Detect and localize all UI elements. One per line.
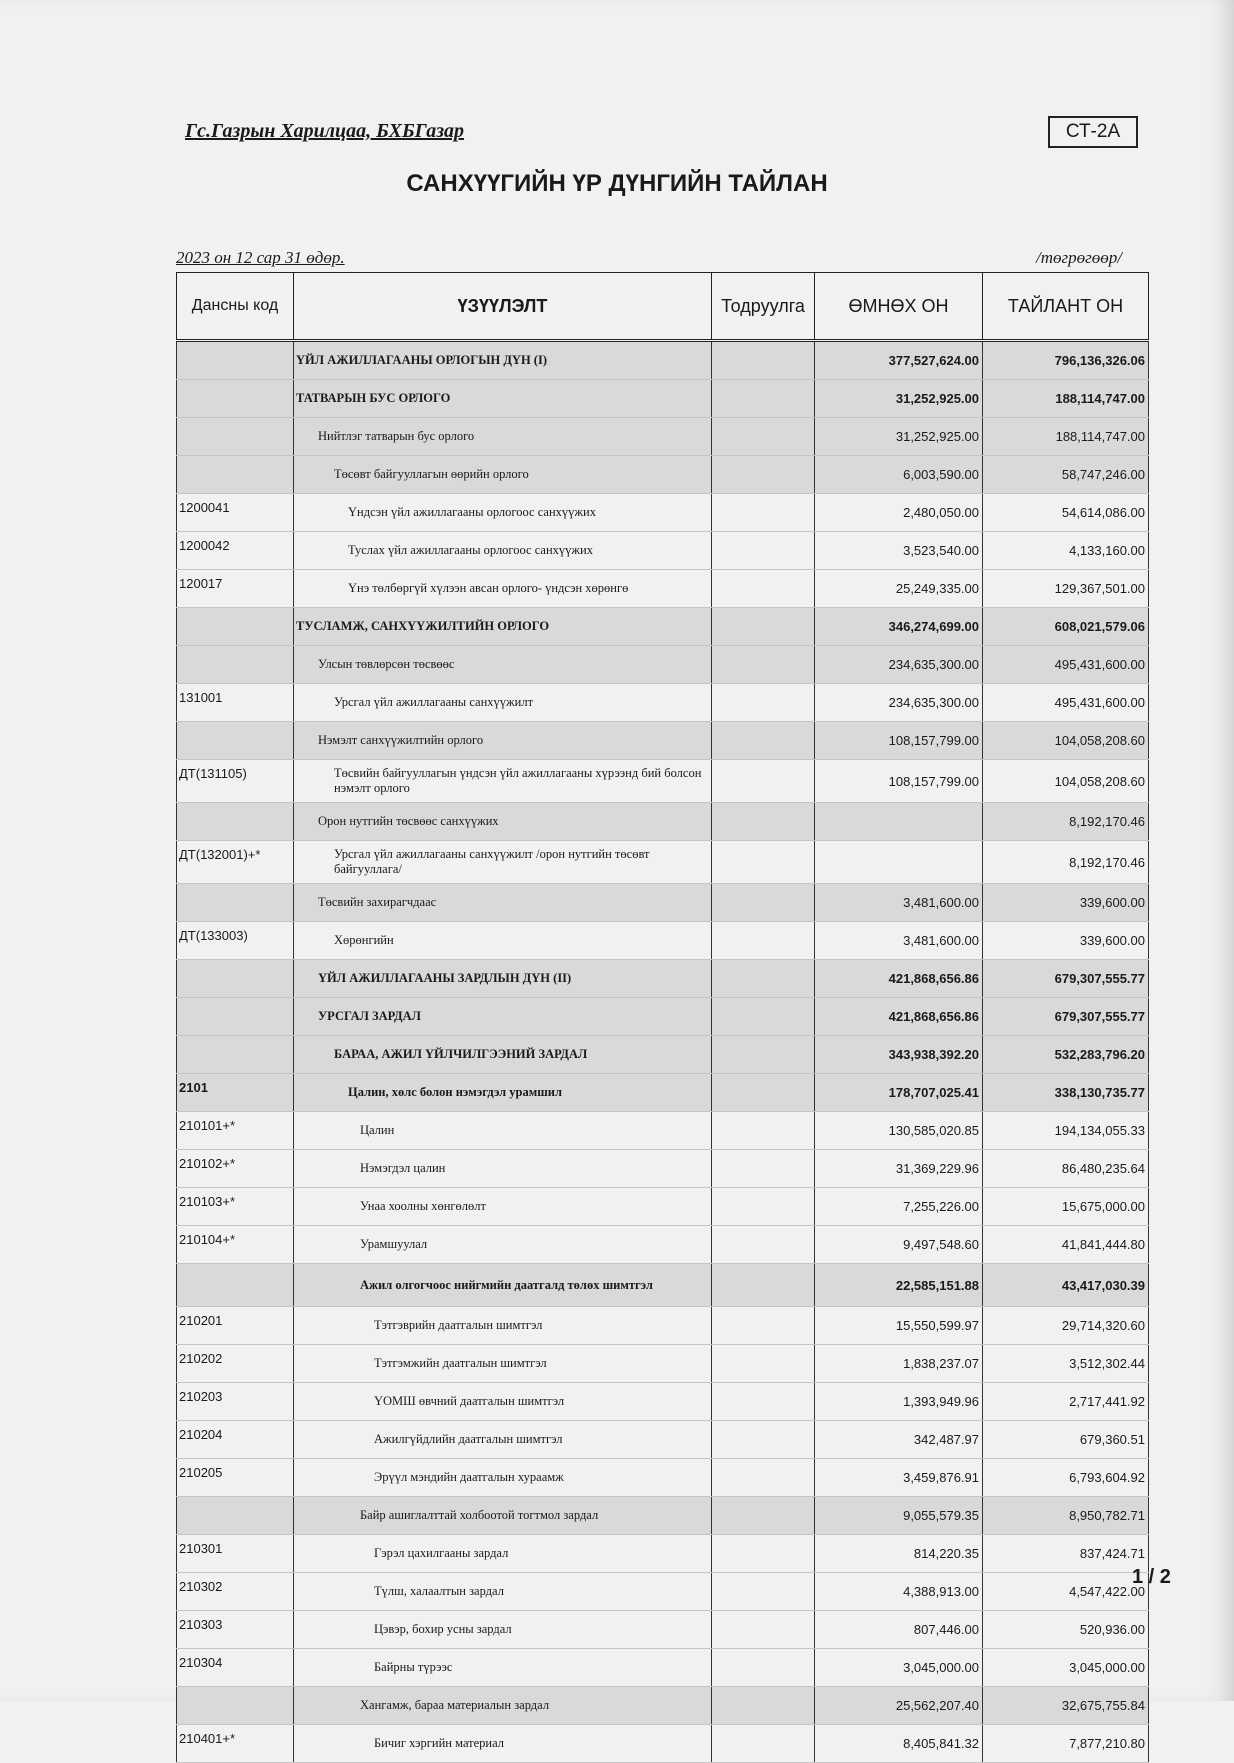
table-row bbox=[177, 1497, 1149, 1535]
current-year-cell: 32,675,755.84 bbox=[983, 1687, 1149, 1725]
current-year-cell: 2,717,441.92 bbox=[983, 1383, 1149, 1421]
current-year-cell: 58,747,246.00 bbox=[983, 456, 1149, 494]
table-row bbox=[177, 922, 1149, 960]
current-year-cell: 188,114,747.00 bbox=[983, 418, 1149, 456]
table-row bbox=[177, 1573, 1149, 1611]
account-code-cell: 210303 bbox=[177, 1611, 294, 1649]
account-code-cell bbox=[177, 418, 294, 456]
table-row bbox=[177, 1112, 1149, 1150]
account-code-cell bbox=[177, 1687, 294, 1725]
table-row bbox=[177, 722, 1149, 760]
indicator-cell: Орон нутгийн төсвөөс санхүүжих bbox=[294, 803, 712, 841]
table-row bbox=[177, 998, 1149, 1036]
indicator-cell: Цалин, хөлс болон нэмэгдэл урамшил bbox=[294, 1074, 712, 1112]
current-year-cell: 86,480,235.64 bbox=[983, 1150, 1149, 1188]
current-year-cell: 7,877,210.80 bbox=[983, 1725, 1149, 1763]
account-code-cell bbox=[177, 646, 294, 684]
table-row bbox=[177, 803, 1149, 841]
current-year-cell: 41,841,444.80 bbox=[983, 1226, 1149, 1264]
previous-year-cell: 9,055,579.35 bbox=[815, 1497, 983, 1535]
previous-year-cell: 7,255,226.00 bbox=[815, 1188, 983, 1226]
indicator-cell: Үнэ төлбөргүй хүлээн авсан орлого- үндсэн хөрөнгө bbox=[294, 570, 712, 608]
current-year-cell: 532,283,796.20 bbox=[983, 1036, 1149, 1074]
indicator-cell: Төсвийн захирагчдаас bbox=[294, 884, 712, 922]
account-code-cell bbox=[177, 960, 294, 998]
previous-year-cell: 3,481,600.00 bbox=[815, 922, 983, 960]
current-year-cell: 796,136,326.06 bbox=[983, 341, 1149, 380]
current-year-cell: 8,950,782.71 bbox=[983, 1497, 1149, 1535]
account-code-cell bbox=[177, 1264, 294, 1307]
current-year-cell: 679,307,555.77 bbox=[983, 998, 1149, 1036]
note-cell bbox=[712, 1573, 815, 1611]
previous-year-cell: 807,446.00 bbox=[815, 1611, 983, 1649]
account-code-cell bbox=[177, 1036, 294, 1074]
previous-year-cell: 234,635,300.00 bbox=[815, 646, 983, 684]
current-year-cell: 679,360.51 bbox=[983, 1421, 1149, 1459]
previous-year-cell: 346,274,699.00 bbox=[815, 608, 983, 646]
table-row bbox=[177, 1535, 1149, 1573]
note-cell bbox=[712, 1112, 815, 1150]
note-cell bbox=[712, 570, 815, 608]
current-year-cell: 43,417,030.39 bbox=[983, 1264, 1149, 1307]
previous-year-cell: 15,550,599.97 bbox=[815, 1307, 983, 1345]
indicator-cell: Цэвэр, бохир усны зардал bbox=[294, 1611, 712, 1649]
note-cell bbox=[712, 418, 815, 456]
previous-year-cell: 22,585,151.88 bbox=[815, 1264, 983, 1307]
table-row bbox=[177, 684, 1149, 722]
table-row bbox=[177, 1421, 1149, 1459]
header-account-code: Дансны код bbox=[177, 273, 294, 341]
indicator-cell: Туслах үйл ажиллагааны орлогоос санхүүжих bbox=[294, 532, 712, 570]
account-code-cell: 120017 bbox=[177, 570, 294, 608]
table-row bbox=[177, 760, 1149, 803]
account-code-cell: 210104+* bbox=[177, 1226, 294, 1264]
note-cell bbox=[712, 1345, 815, 1383]
table-row bbox=[177, 1150, 1149, 1188]
header-previous-year: ӨМНӨХ ОН bbox=[815, 273, 983, 341]
account-code-cell: 210202 bbox=[177, 1345, 294, 1383]
indicator-cell: ҮОМШ өвчний даатгалын шимтгэл bbox=[294, 1383, 712, 1421]
note-cell bbox=[712, 1611, 815, 1649]
previous-year-cell: 1,838,237.07 bbox=[815, 1345, 983, 1383]
previous-year-cell bbox=[815, 841, 983, 884]
current-year-cell: 4,547,422.00 bbox=[983, 1573, 1149, 1611]
indicator-cell: Урамшуулал bbox=[294, 1226, 712, 1264]
current-year-cell: 6,793,604.92 bbox=[983, 1459, 1149, 1497]
account-code-cell bbox=[177, 884, 294, 922]
previous-year-cell: 130,585,020.85 bbox=[815, 1112, 983, 1150]
previous-year-cell: 3,045,000.00 bbox=[815, 1649, 983, 1687]
account-code-cell: ДТ(132001)+* bbox=[177, 841, 294, 884]
current-year-cell: 3,045,000.00 bbox=[983, 1649, 1149, 1687]
table-row bbox=[177, 1074, 1149, 1112]
note-cell bbox=[712, 1307, 815, 1345]
organization-name: Гс.Газрын Харилцаа, БХБГазар bbox=[185, 120, 465, 142]
note-cell bbox=[712, 1459, 815, 1497]
report-title: САНХҮҮГИЙН ҮР ДҮНГИЙН ТАЙЛАН bbox=[406, 170, 828, 197]
note-cell bbox=[712, 1383, 815, 1421]
table-row bbox=[177, 1459, 1149, 1497]
indicator-cell: Унаа хоолны хөнгөлөлт bbox=[294, 1188, 712, 1226]
current-year-cell: 339,600.00 bbox=[983, 922, 1149, 960]
note-cell bbox=[712, 884, 815, 922]
indicator-cell: Урсгал үйл ажиллагааны санхүүжилт /орон нутгийн төсөвт байгууллага/ bbox=[294, 841, 712, 884]
note-cell bbox=[712, 1497, 815, 1535]
previous-year-cell: 108,157,799.00 bbox=[815, 760, 983, 803]
table-row bbox=[177, 1226, 1149, 1264]
note-cell bbox=[712, 646, 815, 684]
table-row bbox=[177, 1188, 1149, 1226]
indicator-cell: Цалин bbox=[294, 1112, 712, 1150]
previous-year-cell: 3,523,540.00 bbox=[815, 532, 983, 570]
account-code-cell bbox=[177, 380, 294, 418]
previous-year-cell: 814,220.35 bbox=[815, 1535, 983, 1573]
note-cell bbox=[712, 1226, 815, 1264]
indicator-cell: Тэтгэмжийн даатгалын шимтгэл bbox=[294, 1345, 712, 1383]
indicator-cell: ТУСЛАМЖ, САНХҮҮЖИЛТИЙН ОРЛОГО bbox=[294, 608, 712, 646]
current-year-cell: 495,431,600.00 bbox=[983, 684, 1149, 722]
account-code-cell: 210302 bbox=[177, 1573, 294, 1611]
note-cell bbox=[712, 1421, 815, 1459]
table-row bbox=[177, 456, 1149, 494]
previous-year-cell: 8,405,841.32 bbox=[815, 1725, 983, 1763]
table-row bbox=[177, 646, 1149, 684]
current-year-cell: 679,307,555.77 bbox=[983, 960, 1149, 998]
previous-year-cell: 2,480,050.00 bbox=[815, 494, 983, 532]
table-header-row bbox=[177, 273, 1149, 341]
indicator-cell: Түлш, халаалтын зардал bbox=[294, 1573, 712, 1611]
indicator-cell: Ажил олгогчоос нийгмийн даатгалд төлөх шимтгэл bbox=[294, 1264, 712, 1307]
account-code-cell bbox=[177, 998, 294, 1036]
previous-year-cell: 25,562,207.40 bbox=[815, 1687, 983, 1725]
indicator-cell: Хангамж, бараа материалын зардал bbox=[294, 1687, 712, 1725]
indicator-cell: Төсөвт байгууллагын өөрийн орлого bbox=[294, 456, 712, 494]
indicator-cell: ТАТВАРЫН БУС ОРЛОГО bbox=[294, 380, 712, 418]
note-cell bbox=[712, 1687, 815, 1725]
current-year-cell: 837,424.71 bbox=[983, 1535, 1149, 1573]
current-year-cell: 54,614,086.00 bbox=[983, 494, 1149, 532]
note-cell bbox=[712, 456, 815, 494]
note-cell bbox=[712, 532, 815, 570]
previous-year-cell bbox=[815, 803, 983, 841]
account-code-cell: 210102+* bbox=[177, 1150, 294, 1188]
indicator-cell: Хөрөнгийн bbox=[294, 922, 712, 960]
currency-unit: /төгрөгөөр/ bbox=[1036, 248, 1122, 267]
table-row bbox=[177, 1725, 1149, 1763]
account-code-cell: 210401+* bbox=[177, 1725, 294, 1763]
indicator-cell: БАРАА, АЖИЛ ҮЙЛЧИЛГЭЭНИЙ ЗАРДАЛ bbox=[294, 1036, 712, 1074]
table-row bbox=[177, 1383, 1149, 1421]
previous-year-cell: 3,459,876.91 bbox=[815, 1459, 983, 1497]
account-code-cell bbox=[177, 803, 294, 841]
account-code-cell: 2101 bbox=[177, 1074, 294, 1112]
indicator-cell: Төсвийн байгууллагын үндсэн үйл ажиллагааны хүрээнд бий болсон нэмэлт орлого bbox=[294, 760, 712, 803]
current-year-cell: 104,058,208.60 bbox=[983, 760, 1149, 803]
note-cell bbox=[712, 1264, 815, 1307]
note-cell bbox=[712, 841, 815, 884]
table-row bbox=[177, 418, 1149, 456]
note-cell bbox=[712, 380, 815, 418]
previous-year-cell: 6,003,590.00 bbox=[815, 456, 983, 494]
note-cell bbox=[712, 608, 815, 646]
indicator-cell: Байр ашиглалттай холбоотой тогтмол зардал bbox=[294, 1497, 712, 1535]
note-cell bbox=[712, 1535, 815, 1573]
current-year-cell: 608,021,579.06 bbox=[983, 608, 1149, 646]
current-year-cell: 339,600.00 bbox=[983, 884, 1149, 922]
account-code-cell bbox=[177, 1497, 294, 1535]
previous-year-cell: 31,369,229.96 bbox=[815, 1150, 983, 1188]
indicator-cell: Бичиг хэргийн материал bbox=[294, 1725, 712, 1763]
account-code-cell: 210304 bbox=[177, 1649, 294, 1687]
financial-results-table bbox=[176, 272, 1148, 1763]
account-code-cell: 210203 bbox=[177, 1383, 294, 1421]
current-year-cell: 8,192,170.46 bbox=[983, 841, 1149, 884]
indicator-cell: Нэмэгдэл цалин bbox=[294, 1150, 712, 1188]
previous-year-cell: 377,527,624.00 bbox=[815, 341, 983, 380]
indicator-cell: Үндсэн үйл ажиллагааны орлогоос санхүүжих bbox=[294, 494, 712, 532]
form-code-box: СТ-2А bbox=[1048, 116, 1138, 148]
table-row bbox=[177, 1264, 1149, 1307]
current-year-cell: 495,431,600.00 bbox=[983, 646, 1149, 684]
table-row bbox=[177, 570, 1149, 608]
account-code-cell bbox=[177, 456, 294, 494]
previous-year-cell: 342,487.97 bbox=[815, 1421, 983, 1459]
note-cell bbox=[712, 1036, 815, 1074]
account-code-cell bbox=[177, 608, 294, 646]
note-cell bbox=[712, 722, 815, 760]
account-code-cell: 1200042 bbox=[177, 532, 294, 570]
account-code-cell: 1200041 bbox=[177, 494, 294, 532]
current-year-cell: 29,714,320.60 bbox=[983, 1307, 1149, 1345]
account-code-cell: 210301 bbox=[177, 1535, 294, 1573]
previous-year-cell: 421,868,656.86 bbox=[815, 960, 983, 998]
header-current-year: ТАЙЛАНТ ОН bbox=[983, 273, 1149, 341]
indicator-cell: Гэрэл цахилгааны зардал bbox=[294, 1535, 712, 1573]
table-row bbox=[177, 1687, 1149, 1725]
note-cell bbox=[712, 760, 815, 803]
note-cell bbox=[712, 341, 815, 380]
table-row bbox=[177, 960, 1149, 998]
note-cell bbox=[712, 998, 815, 1036]
table-row bbox=[177, 608, 1149, 646]
indicator-cell: Улсын төвлөрсөн төсвөөс bbox=[294, 646, 712, 684]
indicator-cell: Нэмэлт санхүүжилтийн орлого bbox=[294, 722, 712, 760]
table-row bbox=[177, 1345, 1149, 1383]
current-year-cell: 194,134,055.33 bbox=[983, 1112, 1149, 1150]
current-year-cell: 188,114,747.00 bbox=[983, 380, 1149, 418]
previous-year-cell: 9,497,548.60 bbox=[815, 1226, 983, 1264]
indicator-cell: УРСГАЛ ЗАРДАЛ bbox=[294, 998, 712, 1036]
table-row bbox=[177, 380, 1149, 418]
previous-year-cell: 234,635,300.00 bbox=[815, 684, 983, 722]
current-year-cell: 104,058,208.60 bbox=[983, 722, 1149, 760]
header-note: Тодруулга bbox=[712, 273, 815, 341]
indicator-cell: ҮЙЛ АЖИЛЛАГААНЫ ЗАРДЛЫН ДҮН (II) bbox=[294, 960, 712, 998]
table-row bbox=[177, 1649, 1149, 1687]
account-code-cell: 210103+* bbox=[177, 1188, 294, 1226]
header-indicator: ҮЗҮҮЛЭЛТ bbox=[294, 273, 712, 341]
note-cell bbox=[712, 922, 815, 960]
note-cell bbox=[712, 1188, 815, 1226]
previous-year-cell: 421,868,656.86 bbox=[815, 998, 983, 1036]
current-year-cell: 15,675,000.00 bbox=[983, 1188, 1149, 1226]
table-row bbox=[177, 1307, 1149, 1345]
account-code-cell: 210201 bbox=[177, 1307, 294, 1345]
account-code-cell: ДТ(133003) bbox=[177, 922, 294, 960]
previous-year-cell: 178,707,025.41 bbox=[815, 1074, 983, 1112]
table-row bbox=[177, 1036, 1149, 1074]
table-row bbox=[177, 841, 1149, 884]
note-cell bbox=[712, 803, 815, 841]
account-code-cell: ДТ(131105) bbox=[177, 760, 294, 803]
page-number: 1 / 2 bbox=[1132, 1566, 1171, 1588]
account-code-cell: 131001 bbox=[177, 684, 294, 722]
indicator-cell: Урсгал үйл ажиллагааны санхүүжилт bbox=[294, 684, 712, 722]
note-cell bbox=[712, 494, 815, 532]
indicator-cell: Ажилгүйдлийн даатгалын шимтгэл bbox=[294, 1421, 712, 1459]
table-row bbox=[177, 494, 1149, 532]
indicator-cell: Эрүүл мэндийн даатгалын хураамж bbox=[294, 1459, 712, 1497]
table-row bbox=[177, 341, 1149, 380]
account-code-cell bbox=[177, 722, 294, 760]
account-code-cell: 210204 bbox=[177, 1421, 294, 1459]
note-cell bbox=[712, 684, 815, 722]
current-year-cell: 4,133,160.00 bbox=[983, 532, 1149, 570]
indicator-cell: ҮЙЛ АЖИЛЛАГААНЫ ОРЛОГЫН ДҮН (I) bbox=[294, 341, 712, 380]
current-year-cell: 520,936.00 bbox=[983, 1611, 1149, 1649]
previous-year-cell: 1,393,949.96 bbox=[815, 1383, 983, 1421]
previous-year-cell: 31,252,925.00 bbox=[815, 380, 983, 418]
note-cell bbox=[712, 1725, 815, 1763]
indicator-cell: Тэтгэврийн даатгалын шимтгэл bbox=[294, 1307, 712, 1345]
note-cell bbox=[712, 960, 815, 998]
previous-year-cell: 31,252,925.00 bbox=[815, 418, 983, 456]
previous-year-cell: 3,481,600.00 bbox=[815, 884, 983, 922]
account-code-cell: 210101+* bbox=[177, 1112, 294, 1150]
table-row bbox=[177, 884, 1149, 922]
previous-year-cell: 4,388,913.00 bbox=[815, 1573, 983, 1611]
current-year-cell: 3,512,302.44 bbox=[983, 1345, 1149, 1383]
account-code-cell: 210205 bbox=[177, 1459, 294, 1497]
previous-year-cell: 108,157,799.00 bbox=[815, 722, 983, 760]
note-cell bbox=[712, 1649, 815, 1687]
indicator-cell: Байрны түрээс bbox=[294, 1649, 712, 1687]
note-cell bbox=[712, 1150, 815, 1188]
previous-year-cell: 25,249,335.00 bbox=[815, 570, 983, 608]
current-year-cell: 129,367,501.00 bbox=[983, 570, 1149, 608]
table-row bbox=[177, 532, 1149, 570]
previous-year-cell: 343,938,392.20 bbox=[815, 1036, 983, 1074]
table-row bbox=[177, 1611, 1149, 1649]
report-date: 2023 он 12 сар 31 өдөр. bbox=[176, 248, 345, 267]
current-year-cell: 338,130,735.77 bbox=[983, 1074, 1149, 1112]
account-code-cell bbox=[177, 341, 294, 380]
current-year-cell: 8,192,170.46 bbox=[983, 803, 1149, 841]
note-cell bbox=[712, 1074, 815, 1112]
indicator-cell: Нийтлэг татварын бус орлого bbox=[294, 418, 712, 456]
